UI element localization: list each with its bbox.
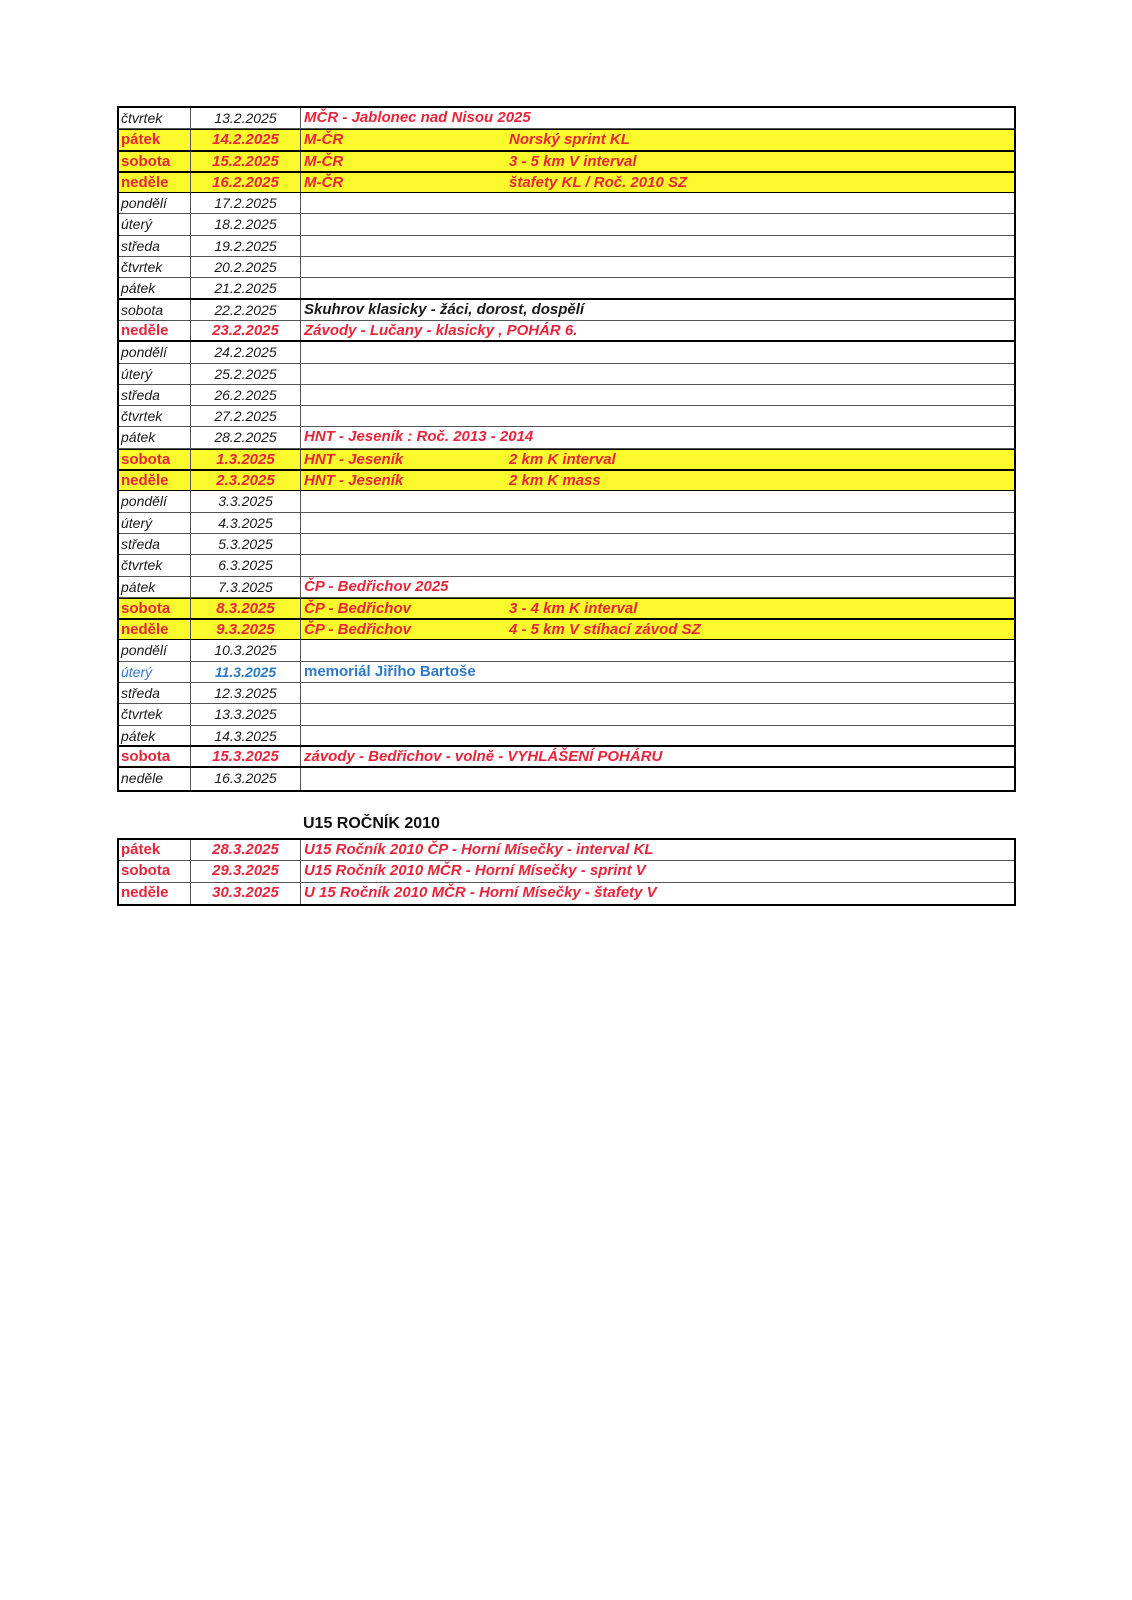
day-cell: úterý	[119, 214, 191, 234]
event-cell	[301, 321, 1014, 340]
schedule-row	[119, 342, 1014, 363]
event-cell	[301, 342, 1014, 362]
event-cell	[301, 300, 1014, 320]
event-detail: 3 - 4 km K interval	[509, 599, 638, 617]
schedule-row	[119, 577, 1014, 598]
day-cell: pátek	[119, 726, 191, 745]
event-name: M-ČR	[304, 131, 344, 149]
event-name: M-ČR	[304, 173, 344, 191]
day-cell: sobota	[119, 450, 191, 469]
date-cell: 10.3.2025	[191, 640, 301, 660]
day-cell: pondělí	[119, 640, 191, 660]
day-cell: sobota	[119, 300, 191, 320]
event-cell	[301, 108, 1014, 128]
date-cell: 6.3.2025	[191, 555, 301, 575]
day-cell: středa	[119, 534, 191, 554]
schedule-row	[119, 619, 1014, 640]
event-cell: U15 Ročník 2010 MČR - Horní Mísečky - sprint V	[304, 862, 646, 880]
event-name: M-ČR	[304, 152, 344, 170]
date-cell: 15.2.2025	[191, 152, 301, 171]
day-cell: pondělí	[119, 342, 191, 362]
day-cell: čtvrtek	[119, 108, 191, 128]
event-name: Závody - Lučany - klasicky , POHÁR 6.	[304, 321, 578, 339]
schedule-row	[119, 640, 1014, 661]
date-cell: 20.2.2025	[191, 257, 301, 277]
day-cell: pátek	[119, 427, 191, 447]
schedule-row	[119, 513, 1014, 534]
day-cell: čtvrtek	[119, 257, 191, 277]
event-name: Skuhrov klasicky - žáci, dorost, dospělí	[304, 300, 585, 318]
event-cell	[301, 640, 1014, 660]
date-cell: 16.2.2025	[191, 173, 301, 192]
date-cell: 18.2.2025	[191, 214, 301, 234]
date-cell: 13.2.2025	[191, 108, 301, 128]
day-cell: pondělí	[119, 193, 191, 213]
date-cell: 22.2.2025	[191, 300, 301, 320]
date-cell: 29.3.2025	[191, 861, 301, 881]
event-name: HNT - Jeseník	[304, 472, 404, 490]
day-cell: úterý	[119, 662, 191, 682]
day-cell: čtvrtek	[119, 704, 191, 724]
u15-schedule-table	[117, 838, 1016, 906]
day-cell: středa	[119, 236, 191, 256]
u15-row	[119, 861, 1014, 882]
date-cell: 14.2.2025	[191, 130, 301, 149]
day-cell: úterý	[119, 513, 191, 533]
date-cell: 28.2.2025	[191, 427, 301, 447]
event-cell	[301, 513, 1014, 533]
date-cell: 26.2.2025	[191, 385, 301, 405]
date-cell: 24.2.2025	[191, 342, 301, 362]
date-cell: 8.3.2025	[191, 599, 301, 618]
day-cell: neděle	[119, 471, 191, 490]
event-cell	[301, 491, 1014, 511]
date-cell: 15.3.2025	[191, 747, 301, 766]
schedule-row	[119, 385, 1014, 406]
day-cell: neděle	[119, 620, 191, 639]
event-cell	[301, 130, 1014, 149]
date-cell: 30.3.2025	[191, 883, 301, 904]
date-cell: 16.3.2025	[191, 768, 301, 789]
event-name: MČR - Jablonec nad Nisou 2025	[304, 109, 531, 126]
event-name: ČP - Bedřichov	[304, 599, 411, 617]
event-cell	[301, 427, 1014, 447]
schedule-row	[119, 214, 1014, 235]
schedule-row	[119, 321, 1014, 342]
event-detail: 2 km K mass	[509, 472, 601, 490]
schedule-row	[119, 704, 1014, 725]
event-name: HNT - Jeseník	[304, 450, 404, 468]
day-cell: sobota	[119, 861, 191, 881]
schedule-row	[119, 278, 1014, 299]
event-cell	[301, 577, 1014, 597]
day-cell: čtvrtek	[119, 406, 191, 426]
day-cell: sobota	[119, 152, 191, 171]
date-cell: 1.3.2025	[191, 450, 301, 469]
event-detail: štafety KL / Roč. 2010 SZ	[509, 173, 688, 191]
event-cell	[301, 534, 1014, 554]
day-cell: neděle	[119, 768, 191, 789]
date-cell: 14.3.2025	[191, 726, 301, 745]
date-cell: 3.3.2025	[191, 491, 301, 511]
date-cell: 21.2.2025	[191, 278, 301, 297]
schedule-row	[119, 427, 1014, 448]
day-cell: neděle	[119, 883, 191, 904]
schedule-row	[119, 300, 1014, 321]
event-cell	[301, 385, 1014, 405]
schedule-row	[119, 555, 1014, 576]
schedule-row	[119, 598, 1014, 619]
event-cell	[301, 620, 1014, 639]
day-cell: pátek	[119, 577, 191, 597]
date-cell: 28.3.2025	[191, 840, 301, 860]
event-name: závody - Bedřichov - volně - VYHLÁŠENÍ POHÁRU	[304, 747, 663, 765]
schedule-table	[117, 106, 1016, 792]
schedule-row	[119, 747, 1014, 768]
date-cell: 23.2.2025	[191, 321, 301, 340]
event-cell	[301, 599, 1014, 618]
event-cell	[301, 278, 1014, 297]
date-cell: 19.2.2025	[191, 236, 301, 256]
u15-row	[119, 840, 1014, 861]
schedule-row	[119, 129, 1014, 150]
event-cell: U15 Ročník 2010 ČP - Horní Mísečky - interval KL	[304, 841, 654, 858]
day-cell: neděle	[119, 173, 191, 192]
schedule-row	[119, 470, 1014, 491]
event-name: memoriál Jiřího Bartoše	[304, 662, 476, 680]
event-cell	[301, 406, 1014, 426]
schedule-row	[119, 534, 1014, 555]
schedule-row	[119, 172, 1014, 193]
event-cell	[301, 450, 1014, 469]
event-cell	[301, 747, 1014, 766]
date-cell: 9.3.2025	[191, 620, 301, 639]
date-cell: 4.3.2025	[191, 513, 301, 533]
date-cell: 17.2.2025	[191, 193, 301, 213]
event-detail: 4 - 5 km V stíhací závod SZ	[509, 621, 701, 639]
u15-row	[119, 883, 1014, 904]
event-cell	[301, 662, 1014, 682]
event-cell: U 15 Ročník 2010 MČR - Horní Mísečky - štafety V	[304, 883, 657, 901]
event-cell	[301, 257, 1014, 277]
event-detail: Norský sprint KL	[509, 131, 630, 149]
event-cell	[301, 471, 1014, 490]
day-cell: čtvrtek	[119, 555, 191, 575]
event-cell	[301, 193, 1014, 213]
date-cell: 2.3.2025	[191, 471, 301, 490]
day-cell: středa	[119, 683, 191, 703]
schedule-row	[119, 768, 1014, 789]
day-cell: pátek	[119, 130, 191, 149]
day-cell: sobota	[119, 747, 191, 766]
schedule-row	[119, 108, 1014, 129]
day-cell: středa	[119, 385, 191, 405]
date-cell: 11.3.2025	[191, 662, 301, 682]
event-detail: 2 km K interval	[509, 450, 616, 468]
day-cell: pátek	[119, 278, 191, 297]
event-name: ČP - Bedřichov	[304, 621, 411, 639]
event-name: ČP - Bedřichov 2025	[304, 577, 449, 595]
schedule-row	[119, 406, 1014, 427]
event-cell	[301, 214, 1014, 234]
event-name: HNT - Jeseník : Roč. 2013 - 2014	[304, 428, 534, 446]
schedule-row	[119, 726, 1014, 747]
schedule-row	[119, 193, 1014, 214]
date-cell: 27.2.2025	[191, 406, 301, 426]
day-cell: sobota	[119, 599, 191, 618]
event-cell	[301, 173, 1014, 192]
event-cell	[301, 152, 1014, 171]
event-detail: 3 - 5 km V interval	[509, 152, 637, 170]
schedule-row	[119, 491, 1014, 512]
date-cell: 7.3.2025	[191, 577, 301, 597]
schedule-row	[119, 236, 1014, 257]
schedule-row	[119, 257, 1014, 278]
event-cell	[301, 704, 1014, 724]
u15-section-heading: U15 ROČNÍK 2010	[303, 815, 440, 832]
date-cell: 13.3.2025	[191, 704, 301, 724]
day-cell: neděle	[119, 321, 191, 340]
event-cell	[301, 726, 1014, 745]
day-cell: pondělí	[119, 491, 191, 511]
schedule-row	[119, 364, 1014, 385]
event-cell	[301, 555, 1014, 575]
schedule-row	[119, 449, 1014, 470]
event-cell	[301, 236, 1014, 256]
schedule-row	[119, 683, 1014, 704]
schedule-row	[119, 662, 1014, 683]
schedule-row	[119, 151, 1014, 172]
day-cell: pátek	[119, 840, 191, 860]
date-cell: 25.2.2025	[191, 364, 301, 384]
event-cell	[301, 364, 1014, 384]
date-cell: 12.3.2025	[191, 683, 301, 703]
day-cell: úterý	[119, 364, 191, 384]
event-cell	[301, 683, 1014, 703]
event-cell	[301, 768, 1014, 789]
date-cell: 5.3.2025	[191, 534, 301, 554]
